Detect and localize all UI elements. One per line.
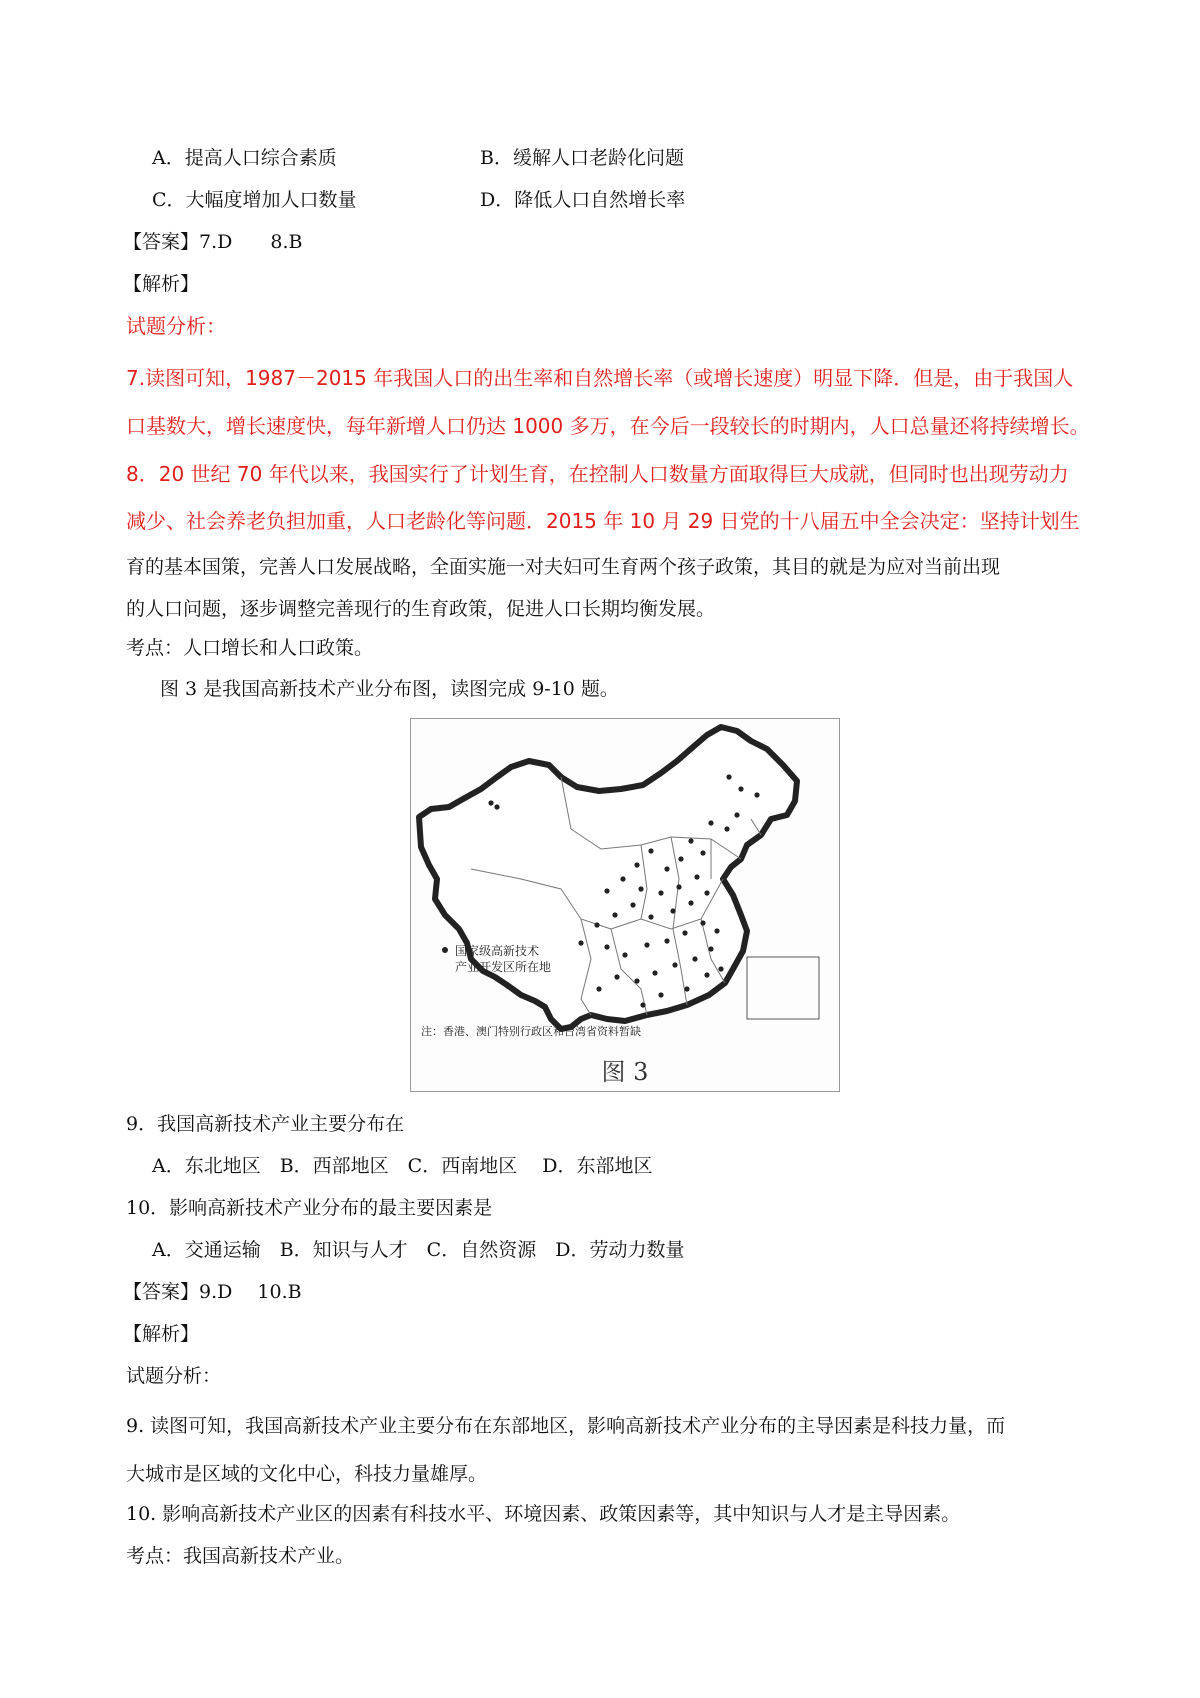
- country-outline: [419, 727, 797, 1029]
- analysis-label-2: 【解析】: [123, 1323, 200, 1345]
- south-sea-inset: [747, 957, 819, 1019]
- red-line-4: 减少、社会养老负担加重，人口老龄化等问题．2015 年 10 月 29 日党的十八届五中全会决定：坚持计划生: [126, 509, 1080, 533]
- legend-line-1: 国家级高新技术: [455, 944, 540, 958]
- explain-line-2: 大城市是区域的文化中心，科技力量雄厚。: [126, 1463, 488, 1485]
- black-line-2: 的人口问题，逐步调整完善现行的生育政策，促进人口长期均衡发展。: [126, 598, 716, 620]
- analysis-label-1: 【解析】: [123, 273, 200, 295]
- explain-line-1: 9. 读图可知，我国高新技术产业主要分布在东部地区，影响高新技术产业分布的主导因素是科技力量，而: [126, 1415, 1006, 1437]
- red-line-3: 8．20 世纪 70 年代以来，我国实行了计划生育，在控制人口数量方面取得巨大成就，但同时也出现劳动力: [126, 462, 1069, 486]
- legend-dot-icon: [442, 947, 448, 953]
- china-map-figure: [410, 718, 840, 1092]
- q10-stem: 10．影响高新技术产业分布的最主要因素是: [126, 1197, 493, 1219]
- kaodian-2: 考点：我国高新技术产业。: [126, 1545, 355, 1567]
- red-line-2: 口基数大，增长速度快，每年新增人口仍达 1000 多万，在今后一段较长的时期内，人口总量还将持续增长。: [126, 414, 1090, 438]
- map-note: 注：香港、澳门特别行政区和台湾省资料暂缺: [421, 1025, 641, 1038]
- china-map: [411, 719, 839, 1091]
- legend-line-2: 产业开发区所在地: [455, 960, 552, 974]
- q8-option-d: D．降低人口自然增长率: [480, 189, 686, 211]
- explain-line-3: 10. 影响高新技术产业区的因素有科技水平、环境因素、政策因素等，其中知识与人才是主导因素。: [126, 1503, 961, 1525]
- answer-9-10: 【答案】9.D 10.B: [123, 1281, 302, 1303]
- red-line-1: 7.读图可知，1987－2015 年我国人口的出生率和自然增长率（或增长速度）明显下降．但是，由于我国人: [126, 366, 1074, 390]
- q8-option-c: C．大幅度增加人口数量: [152, 189, 357, 211]
- figure-intro: 图 3 是我国高新技术产业分布图，读图完成 9-10 题。: [160, 678, 619, 700]
- q8-option-b: B．缓解人口老龄化问题: [480, 147, 684, 169]
- q10-options: A．交通运输 B．知识与人才 C．自然资源 D．劳动力数量: [152, 1239, 685, 1261]
- q9-options: A．东北地区 B．西部地区 C．西南地区 D．东部地区: [152, 1155, 653, 1177]
- analysis-heading-2: 试题分析：: [126, 1365, 222, 1387]
- q9-stem: 9．我国高新技术产业主要分布在: [126, 1113, 405, 1135]
- kaodian-1: 考点：人口增长和人口政策。: [126, 637, 374, 659]
- analysis-heading-1: 试题分析：: [126, 314, 226, 338]
- answer-7-8: 【答案】7.D 8.B: [123, 231, 303, 253]
- black-line-1: 育的基本国策，完善人口发展战略，全面实施一对夫妇可生育两个孩子政策，其目的就是为应对当前出现: [126, 556, 1001, 578]
- figure-caption: 图 3: [601, 1058, 649, 1086]
- q8-option-a: A．提高人口综合素质: [152, 147, 337, 169]
